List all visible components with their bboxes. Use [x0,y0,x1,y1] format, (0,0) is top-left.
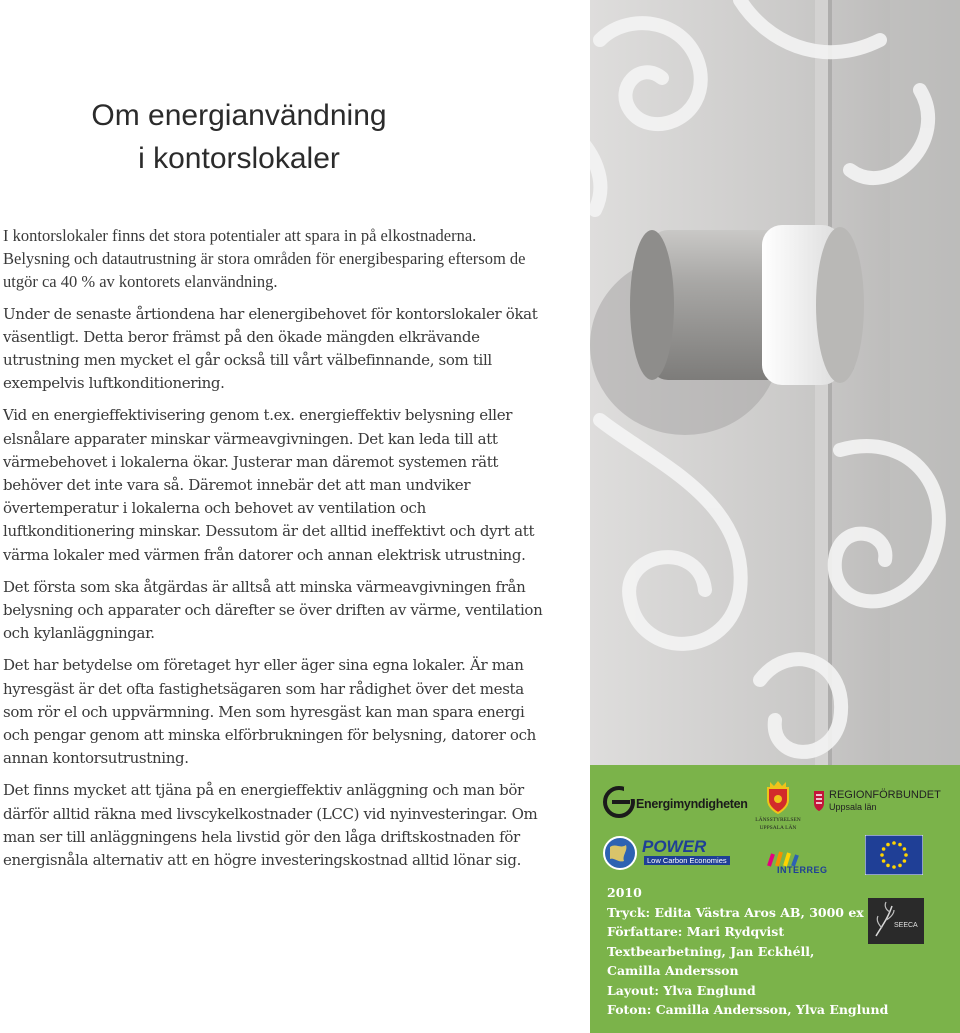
eu-flag-icon [865,835,923,875]
paragraph: Det har betydelse om företaget hyr eller äger sina egna lokaler. Är man hyresgäst är det ofta fastighetsägaren som har rådighet över det mesta som rör el och uppvärmning. Men som hyresgäst kan man spara energi och pengar genom att minska elförbrukningen för belysning, datorer och annan kontorsutrustning. [3,656,536,768]
energimyndigheten-icon [602,785,636,819]
regionforbundet-logo [812,787,957,817]
credits [607,883,952,1020]
regionforbundet-icon [812,789,826,813]
seeca-text: SEECA [894,922,918,929]
energimyndigheten-logo [602,785,748,819]
crest-icon [764,780,792,814]
power-title: POWER [642,837,707,856]
credit-line: Layout: Ylva Englund [607,982,756,998]
title-line-2: i kontorslokaler [138,142,340,175]
paragraph: Vid en energieffektivisering genom t.ex. energieffektiv belysning eller elsnålare apparater minskar värmeavgivningen. Det kan leda till att värmebehovet i lokalerna ökar. Justerar man däremot systemen rätt behöver det inte vara så. Däremot innebär det att man undviker övertemperatur i lokalerna och behovet av ventilation och luftkonditionering minskar. Dessutom är det alltid ineffektivt och dyrt att värma lokaler med värmen från datorer och annan elektrisk utrustning. [3,406,535,564]
paragraph: Det finns mycket att tjäna på en energieffektiv anläggning och man bör därför alltid räkna med livscykelkostnader (LCC) vid nyinvesteringar. Om man ser till anläggningens hela livstid gör den låga driftskostnaden för energisnåla alternativ att en högre investeringskostnad alltid lönar sig. [3,781,538,870]
credit-line: Camilla Andersson [607,963,739,978]
article-body [3,224,543,881]
lansstyrelsen-logo [748,780,808,835]
paragraph: Det första som ska åtgärdas är alltså att minska värmeavgivningen från belysning och apparater och därefter se över driften av värme, ventilation och kylanläggningar. [3,577,543,643]
interreg-text: INTERREG [777,865,828,875]
credit-line: Tryck: Edita Västra Aros AB, 3000 ex [607,904,864,920]
page-title [0,94,478,180]
regionforbundet-text-1: REGIONFÖRBUNDET [829,789,941,801]
regionforbundet-text-2: Uppsala län [829,802,877,812]
power-logo [602,833,732,873]
globe-icon [602,835,638,871]
credit-line: Foton: Camilla Andersson, Ylva Englund [607,1002,889,1017]
interreg-logo [765,850,845,876]
eu-flag [865,835,923,875]
paragraph: I kontorslokaler finns det stora potentialer att spara in på elkostnaderna. Belysning och datautrustning är stora områden för energibesparing eftersom de utgör ca 40 % av kontorets elanvändning. [3,226,526,292]
sponsor-panel [590,765,960,1033]
door-stopper-photo [590,0,960,765]
paragraph: Under de senaste årtiondena har elenergibehovet för kontorslokaler ökat väsentligt. Detta beror främst på den ökade mängden elkrävande utrustning men mycket el går också till vårt välbefinnande, som till exempelvis luftkonditionering. [3,304,538,393]
title-line-1: Om energianvändning [91,99,387,132]
credit-line: 2010 [607,885,642,900]
lansstyrelsen-text-1: LÄNSSTYRELSEN [755,817,801,823]
credit-line: Textbearbetning, Jan Eckhéll, [607,943,815,959]
credit-line: Författare: Mari Rydqvist [607,924,785,939]
energimyndigheten-text: Energimyndigheten [636,797,748,811]
lansstyrelsen-text-2: UPPSALA LÄN [759,825,797,831]
power-subtitle: Low Carbon Economies [644,856,730,865]
